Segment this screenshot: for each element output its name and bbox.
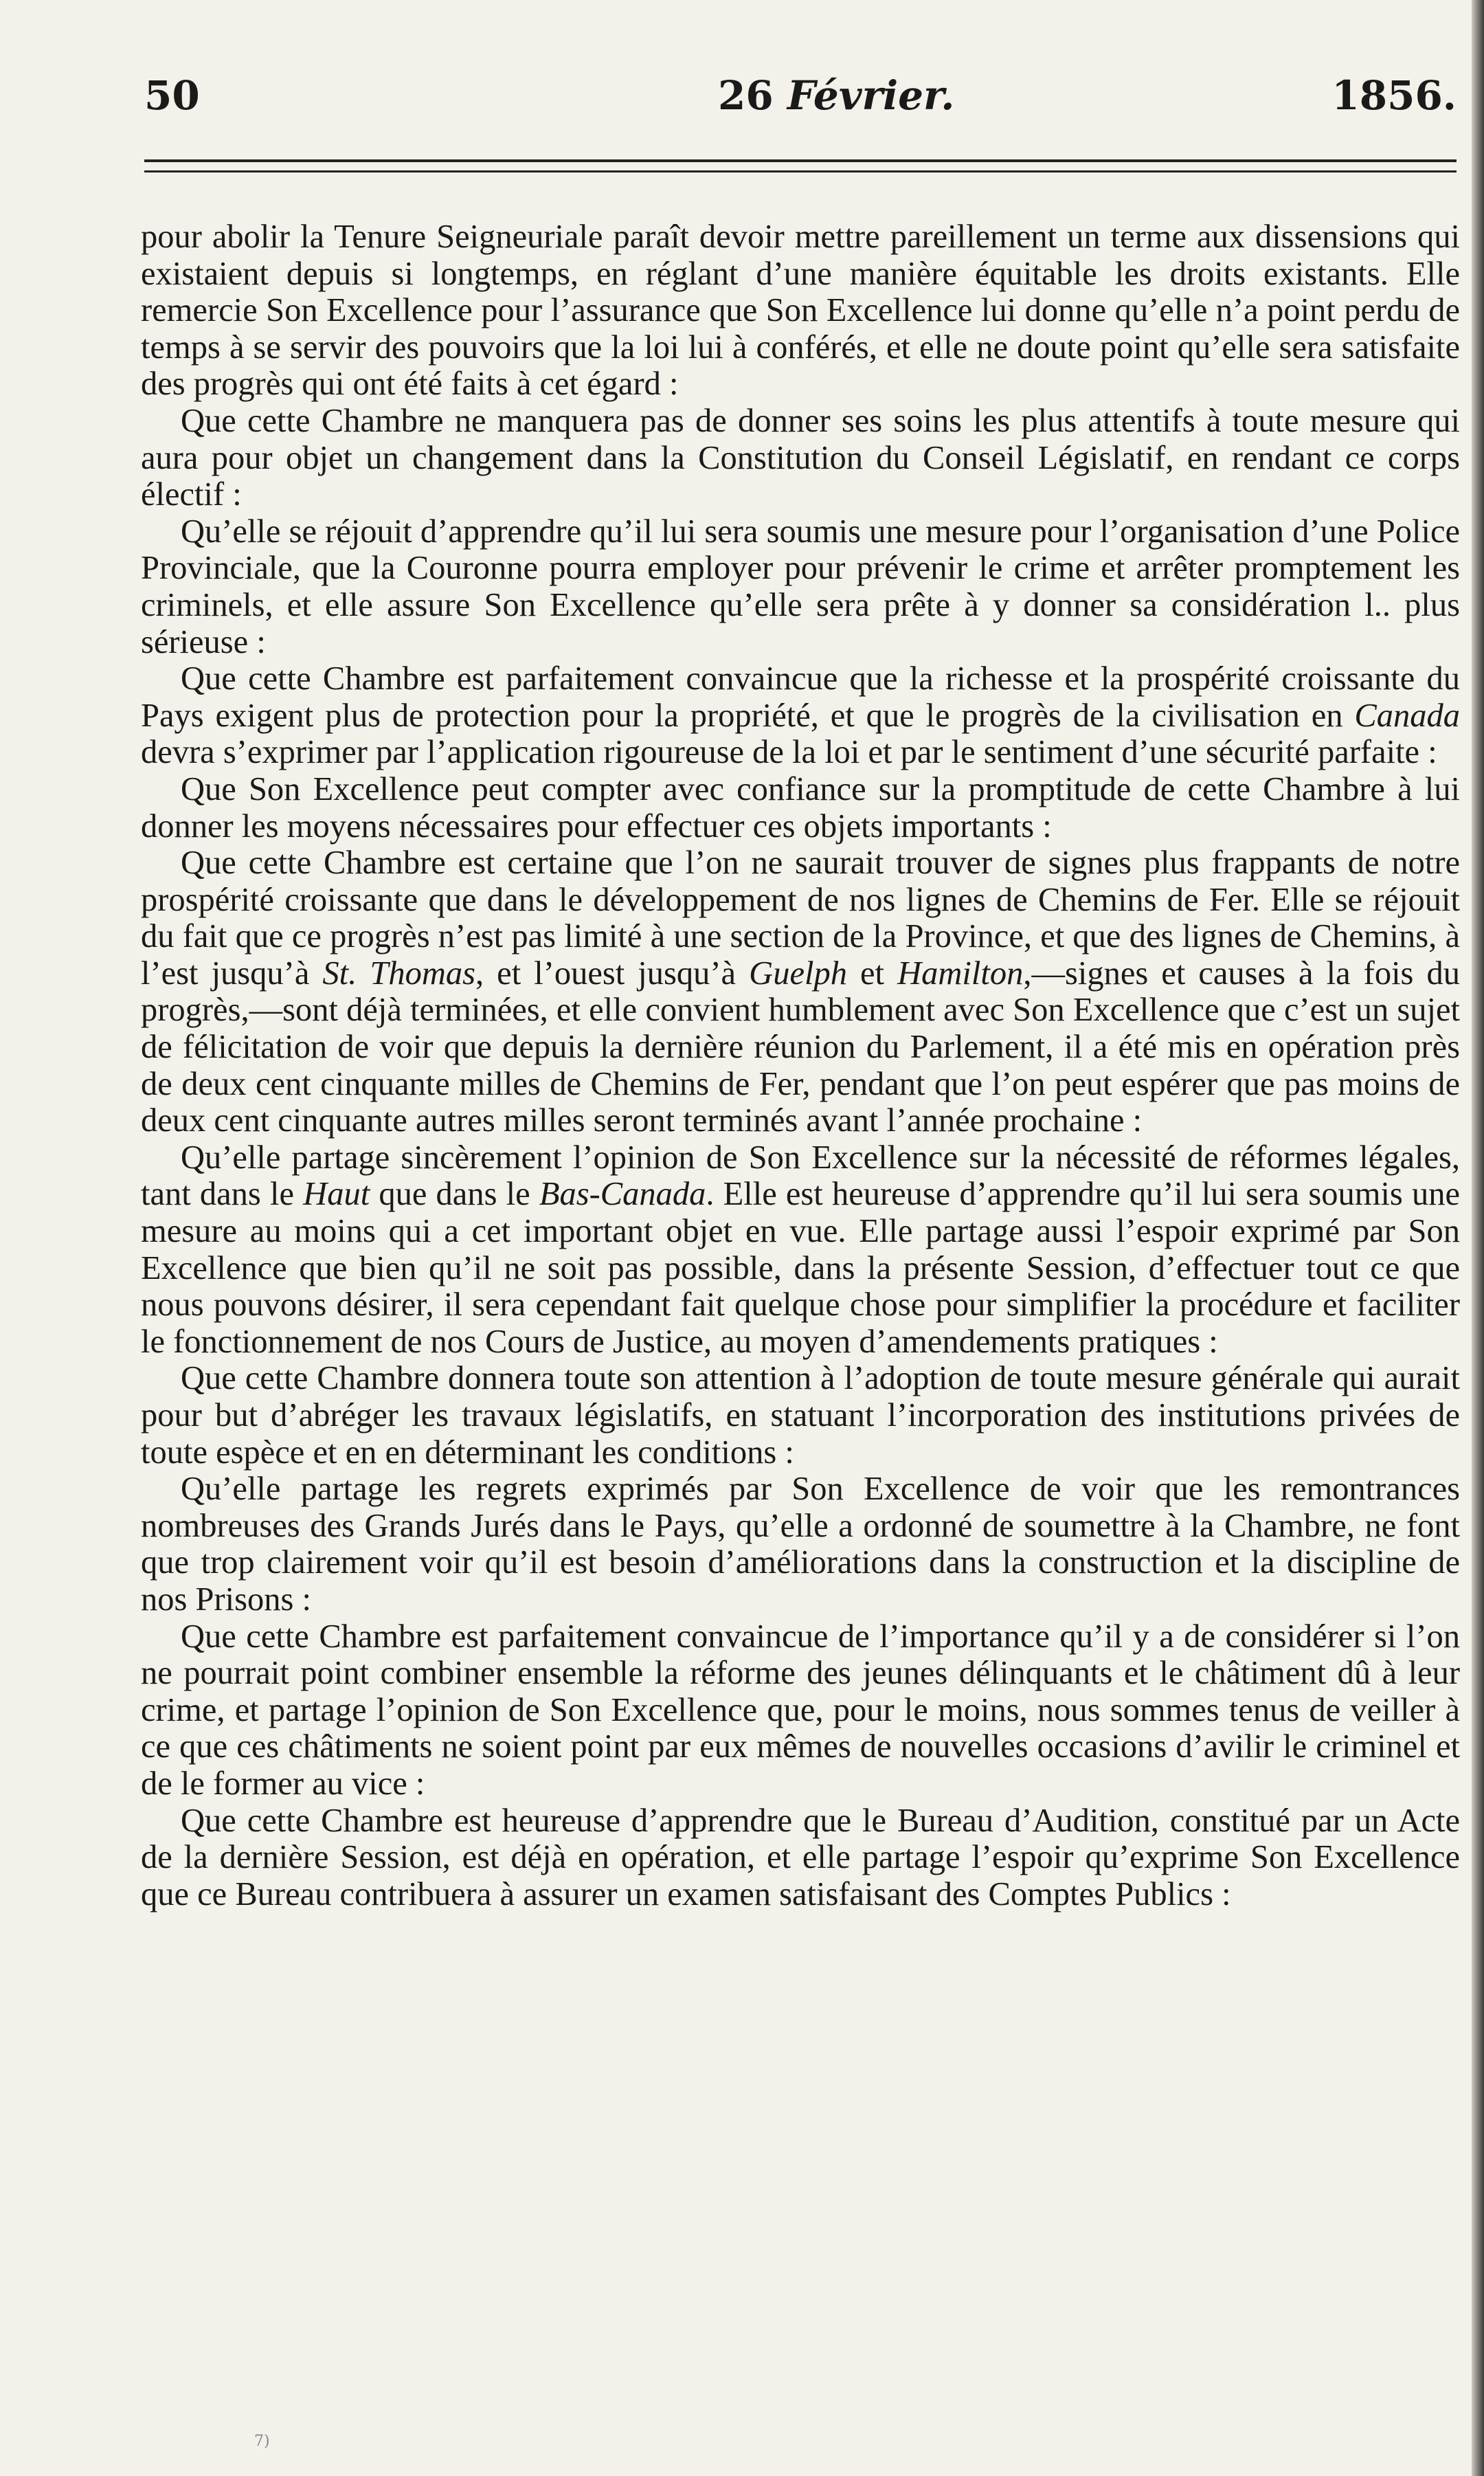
header-day: 26 [718,72,774,119]
paragraph-6: Que cette Chambre est certaine que l’on ne saurait trouver de signes plus frappants de notre prospérité croissante que dans le développement de nos lignes de Chemins de Fer. Elle se réjouit du fait que ce progrès n’est pas limité à une section de la Province, et que des lignes de Chemins, à l’est jusqu’à St. Thomas, et l’ouest jusqu’à Guelph et Hamilton,—signes et causes à la fois du progrès,—sont déjà terminées, et elle convient humblement avec Son Excellence que c’est un sujet de félicitation de voir que depuis la dernière réunion du Parlement, il a été mis en opération près de deux cent cinquante milles de Chemins de Fer, pendant que l’on peut espérer que pas moins de deux cent cinquante autres milles seront terminés avant l’année prochaine : [141,845,1461,1139]
body-text [141,219,1460,1912]
header-rule-top [144,159,1457,162]
paragraph-10: Que cette Chambre est parfaitement convaincue de l’importance qu’il y a de considérer si l’on ne pourrait point combiner ensemble la réforme des jeunes délinquants et le châtiment dû à leur crime, et partage l’opinion de Son Excellence que, pour le moins, nous sommes tenus de veiller à ce que ces châtiments ne soient point par eux mêmes de nouvelles occasions d’avilir le criminel et de le former au vice : [141,1618,1460,1802]
paragraph-1: pour abolir la Tenure Seigneuriale paraît devoir mettre pareillement un terme aux dissensions qui existaient depuis si longtemps, en réglant d’une manière équitable les droits existants. Elle remercie Son Excellence pour l’assurance que Son Excellence lui donne qu’elle n’a point perdu de temps à se servir des pouvoirs que la loi lui à conférés, et elle ne doute point qu’elle sera satisfaite des progrès qui ont été faits à cet égard : [141,219,1460,403]
paragraph-2: Que cette Chambre ne manquera pas de donner ses soins les plus attentifs à toute mesure qui aura pour objet un changement dans la Constitution du Conseil Législatif, en rendant ce corps électif : [141,402,1460,513]
paragraph-8: Que cette Chambre donnera toute son attention à l’adoption de toute mesure générale qui aurait pour but d’abréger les travaux législatifs, en statuant l’incorporation des institutions privées de toute espèce et en en déterminant les conditions : [141,1360,1460,1471]
header-date [718,72,954,119]
page-number: 50 [144,72,200,119]
paragraph-3: Qu’elle se réjouit d’apprendre qu’il lui sera soumis une mesure pour l’organisation d’une Police Provinciale, que la Couronne pourra employer pour prévenir le crime et arrêter promptement les criminels, et elle assure Son Excellence qu’elle sera prête à y donner sa considération l.. plus sérieuse : [141,513,1460,660]
paragraph-7: Qu’elle partage sincèrement l’opinion de Son Excellence sur la nécessité de réformes légales, tant dans le Haut que dans le Bas-Canada. Elle est heureuse d’apprendre qu’il lui sera soumis une mesure au moins qui a cet important objet en vue. Elle partage aussi l’espoir exprimé par Son Excellence que bien qu’il ne soit pas possible, dans la présente Session, d’effectuer tout ce que nous pouvons désirer, il sera cependant fait quelque chose pour simplifier la procédure et faciliter le fonctionnement de nos Cours de Justice, au moyen d’amendements pratiques : [141,1139,1460,1360]
paragraph-9: Qu’elle partage les regrets exprimés par Son Excellence de voir que les remontrances nombreuses des Grands Jurés dans le Pays, qu’elle a ordonné de soumettre à la Chambre, ne font que trop clairement voir qu’il est besoin d’améliorations dans la construction et la discipline de nos Prisons : [141,1471,1460,1618]
page-header [144,72,1457,127]
paragraph-11: Que cette Chambre est heureuse d’apprendre que le Bureau d’Audition, constitué par un Acte de la dernière Session, est déjà en opération, et elle partage l’espoir qu’exprime Son Excellence que ce Bureau contribuera à assurer un examen satisfaisant des Comptes Publics : [141,1802,1460,1912]
footer-mark: 7) [254,2433,270,2450]
header-month: Février. [787,72,955,119]
paragraph-5: Que Son Excellence peut compter avec confiance sur la promptitude de cette Chambre à lui donner les moyens nécessaires pour effectuer ces objets importants : [141,770,1460,845]
header-rule-bottom [144,170,1457,172]
header-year: 1856. [1331,72,1457,119]
paragraph-4: Que cette Chambre est parfaitement convaincue que la richesse et la prospérité croissante du Pays exigent plus de protection pour la propriété, et que le progrès de la civilisation en Canada devra s’exprimer par l’application rigoureuse de la loi et par le sentiment d’une sécurité parfaite : [141,660,1460,771]
page-edge-shadow [1472,0,1484,2476]
